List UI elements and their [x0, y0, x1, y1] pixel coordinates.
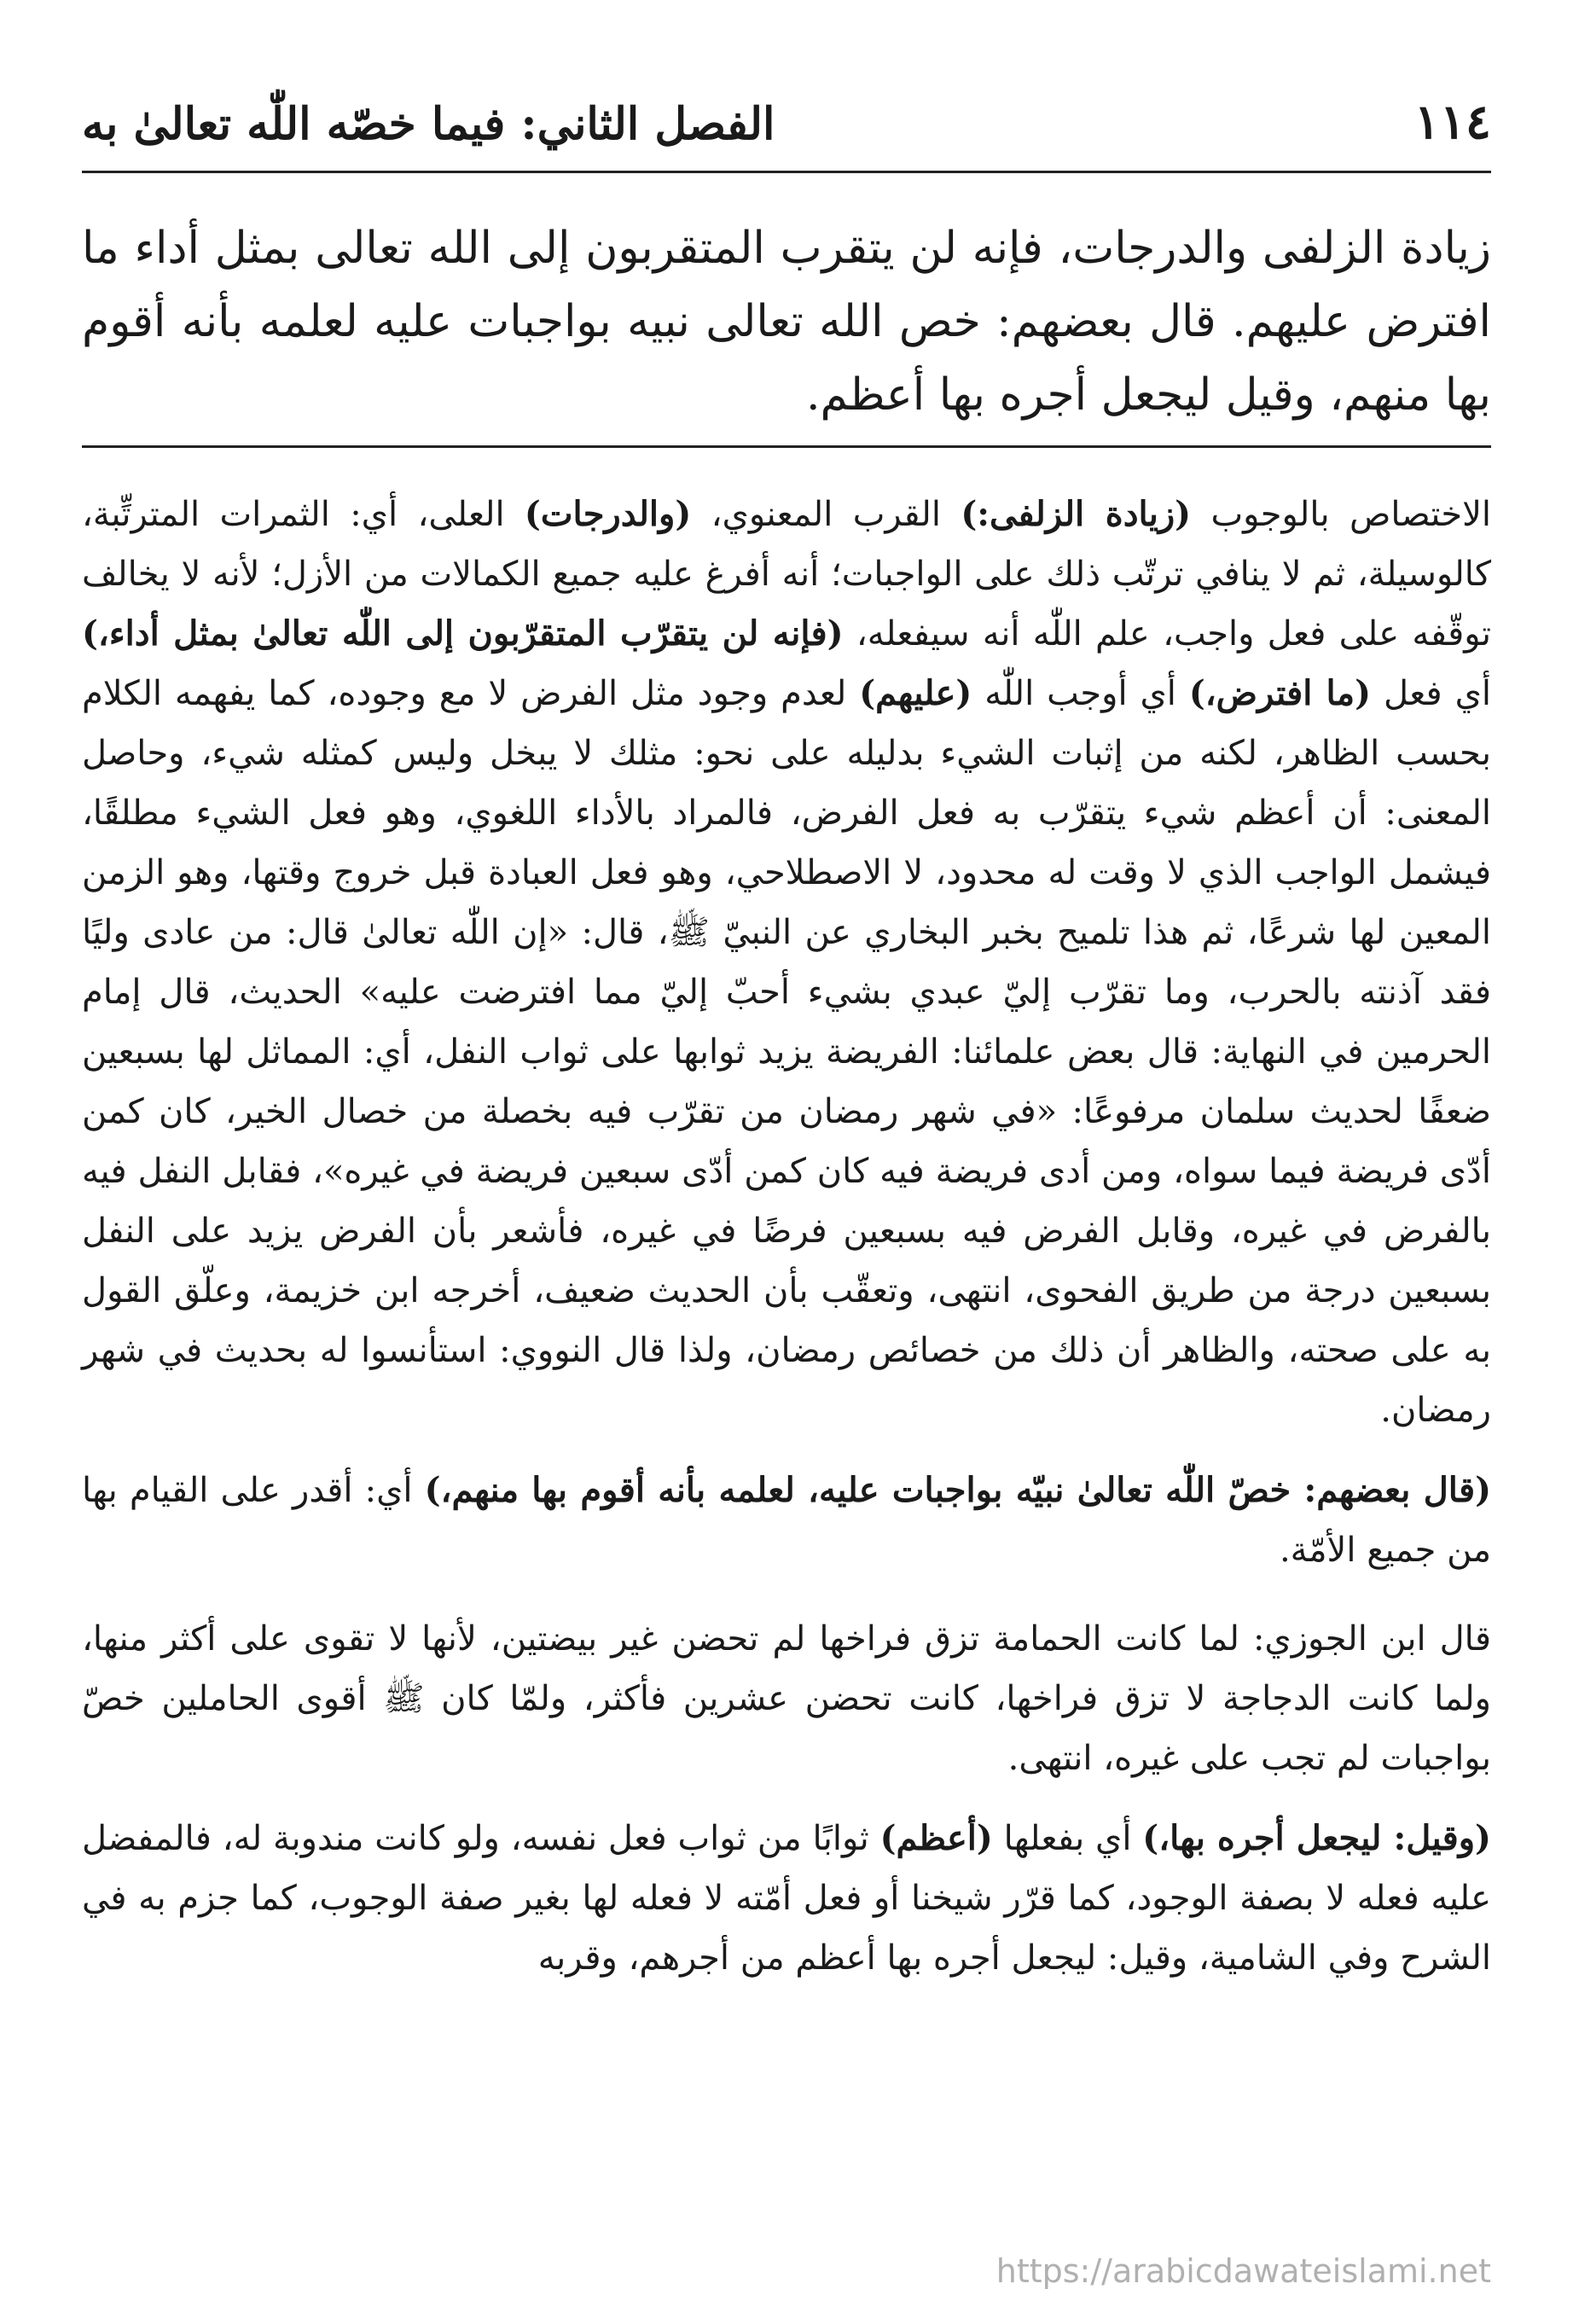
page-header [82, 82, 1491, 150]
commentary-text: أي أوجب اللّٰه [972, 674, 1189, 713]
commentary-text: القرب المعنوي، [691, 495, 961, 534]
header-rule [82, 171, 1491, 173]
commentary-text: ثوابًا من ثواب فعل نفسه، ولو كانت مندوبة له، فالمفضل عليه فعله لا بصفة الوجود، كما قرّر شيخنا أو فعل أمّته لا فعله لها بغير صفة الوجوب، كما جزم به في الشرح وفي الشامية، وقيل: ليجعل أجره بها أعظم من أجرهم، وقربه [82, 1819, 1491, 1978]
watermark-url: https://arabicdawateislami.net [995, 2252, 1491, 2290]
quoted-lemma: (عليهم) [859, 673, 972, 713]
quoted-lemma: (فإنه لن يتقرّب المتقرّبون إلى اللّٰه تعالىٰ بمثل أداء،) [82, 613, 844, 654]
quoted-lemma: (زيادة الزلفى:) [961, 494, 1192, 534]
running-title: الفصل الثاني: فيما خصّه اللّٰه تعالىٰ به [82, 98, 775, 150]
commentary-paragraph-3 [82, 1609, 1491, 1788]
quoted-lemma: (وقيل: ليجعل أجره بها،) [1142, 1818, 1491, 1858]
commentary-text: أي: أقدر على القيام بها من جميع الأمّة. [82, 1471, 1491, 1570]
commentary-paragraph-2 [82, 1461, 1491, 1580]
quoted-lemma: (والدرجات) [524, 494, 692, 534]
commentary [82, 485, 1491, 2008]
commentary-paragraph-1 [82, 485, 1491, 1440]
main-text: زيادة الزلفى والدرجات، فإنه لن يتقرب المتقربون إلى الله تعالى بمثل أداء ما افترض عليهم. قال بعضهم: خص الله تعالى نبيه بواجبات عليه لعلمه بأنه أقوم بها منهم، وقيل ليجعل أجره بها أعظم. [82, 223, 1491, 421]
commentary-text: العلى، أي: الثمرات المترتِّبة، كالوسيلة، ثم لا ينافي ترتّب ذلك على الواجبات؛ أنه أفرغ عليه جميع الكمالات من الأزل؛ لأنه لا يخالف توقّفه على فعل واجب، علم اللّٰه أنه سيفعله، [82, 495, 1491, 654]
quoted-lemma: (ما افترض،) [1188, 673, 1372, 713]
commentary-text: الاختصاص بالوجوب [1191, 495, 1491, 534]
page-number: ١١٤ [1413, 94, 1491, 150]
commentary-text: أي فعل [1371, 674, 1491, 713]
commentary-paragraph-4 [82, 1809, 1491, 1988]
commentary-text: لعدم وجود مثل الفرض لا مع وجوده، كما يفهمه الكلام بحسب الظاهر، لكنه من إثبات الشيء بدليله على نحو: مثلك لا يبخل وليس كمثله شيء، وحاصل المعنى: أن أعظم شيء يتقرّب به فعل الفرض، فالمراد بالأداء اللغوي، وهو فعل الشيء مطلقًا، فيشمل الواجب الذي لا وقت له محدود، لا الاصطلاحي، وهو فعل العبادة قبل خروج وقتها، وهو الزمن المعين لها شرعًا، ثم هذا تلميح بخبر البخاري عن النبيّ ﷺ، قال: «إن اللّٰه تعالىٰ قال: من عادى وليًا فقد آذنته بالحرب، وما تقرّب إليّ عبدي بشيء أحبّ إليّ مما افترضت عليه» الحديث، قال إمام الحرمين في النهاية: قال بعض علمائنا: الفريضة يزيد ثوابها على ثواب النفل، أي: المماثل لها بسبعين ضعفًا لحديث سلمان مرفوعًا: «في شهر رمضان من تقرّب فيه بخصلة من خصال الخير، كان كمن أدّى فريضة فيما سواه، ومن أدى فريضة فيه كان كمن أدّى سبعين فريضة في غيره»، فقابل النفل فيه بالفرض في غيره، وقابل الفرض فيه بسبعين فرضًا في غيره، فأشعر بأن الفرض يزيد على النفل بسبعين درجة من طريق الفحوى، انتهى، وتعقّب بأن الحديث ضعيف، أخرجه ابن خزيمة، وعلّق القول به على صحته، والظاهر أن ذلك من خصائص رمضان، ولذا قال النووي: استأنسوا له بحديث في شهر رمضان. [82, 674, 1491, 1430]
quoted-lemma: (قال بعضهم: خصّ اللّٰه تعالىٰ نبيّه بواجبات عليه، لعلمه بأنه أقوم بها منهم،) [424, 1470, 1491, 1510]
quoted-lemma: (أعظم) [879, 1818, 993, 1858]
commentary-text: قال ابن الجوزي: لما كانت الحمامة تزق فراخها لم تحضن غير بيضتين، لأنها لا تقوى على أكثر منها، ولما كانت الدجاجة لا تزق فراخها، كانت تحضن عشرين فأكثر، ولمّا كان ﷺ أقوى الحاملين خصّ بواجبات لم تجب على غيره، انتهى. [82, 1619, 1491, 1778]
text-separator-rule [82, 445, 1491, 448]
commentary-text: أي بفعلها [992, 1819, 1143, 1858]
